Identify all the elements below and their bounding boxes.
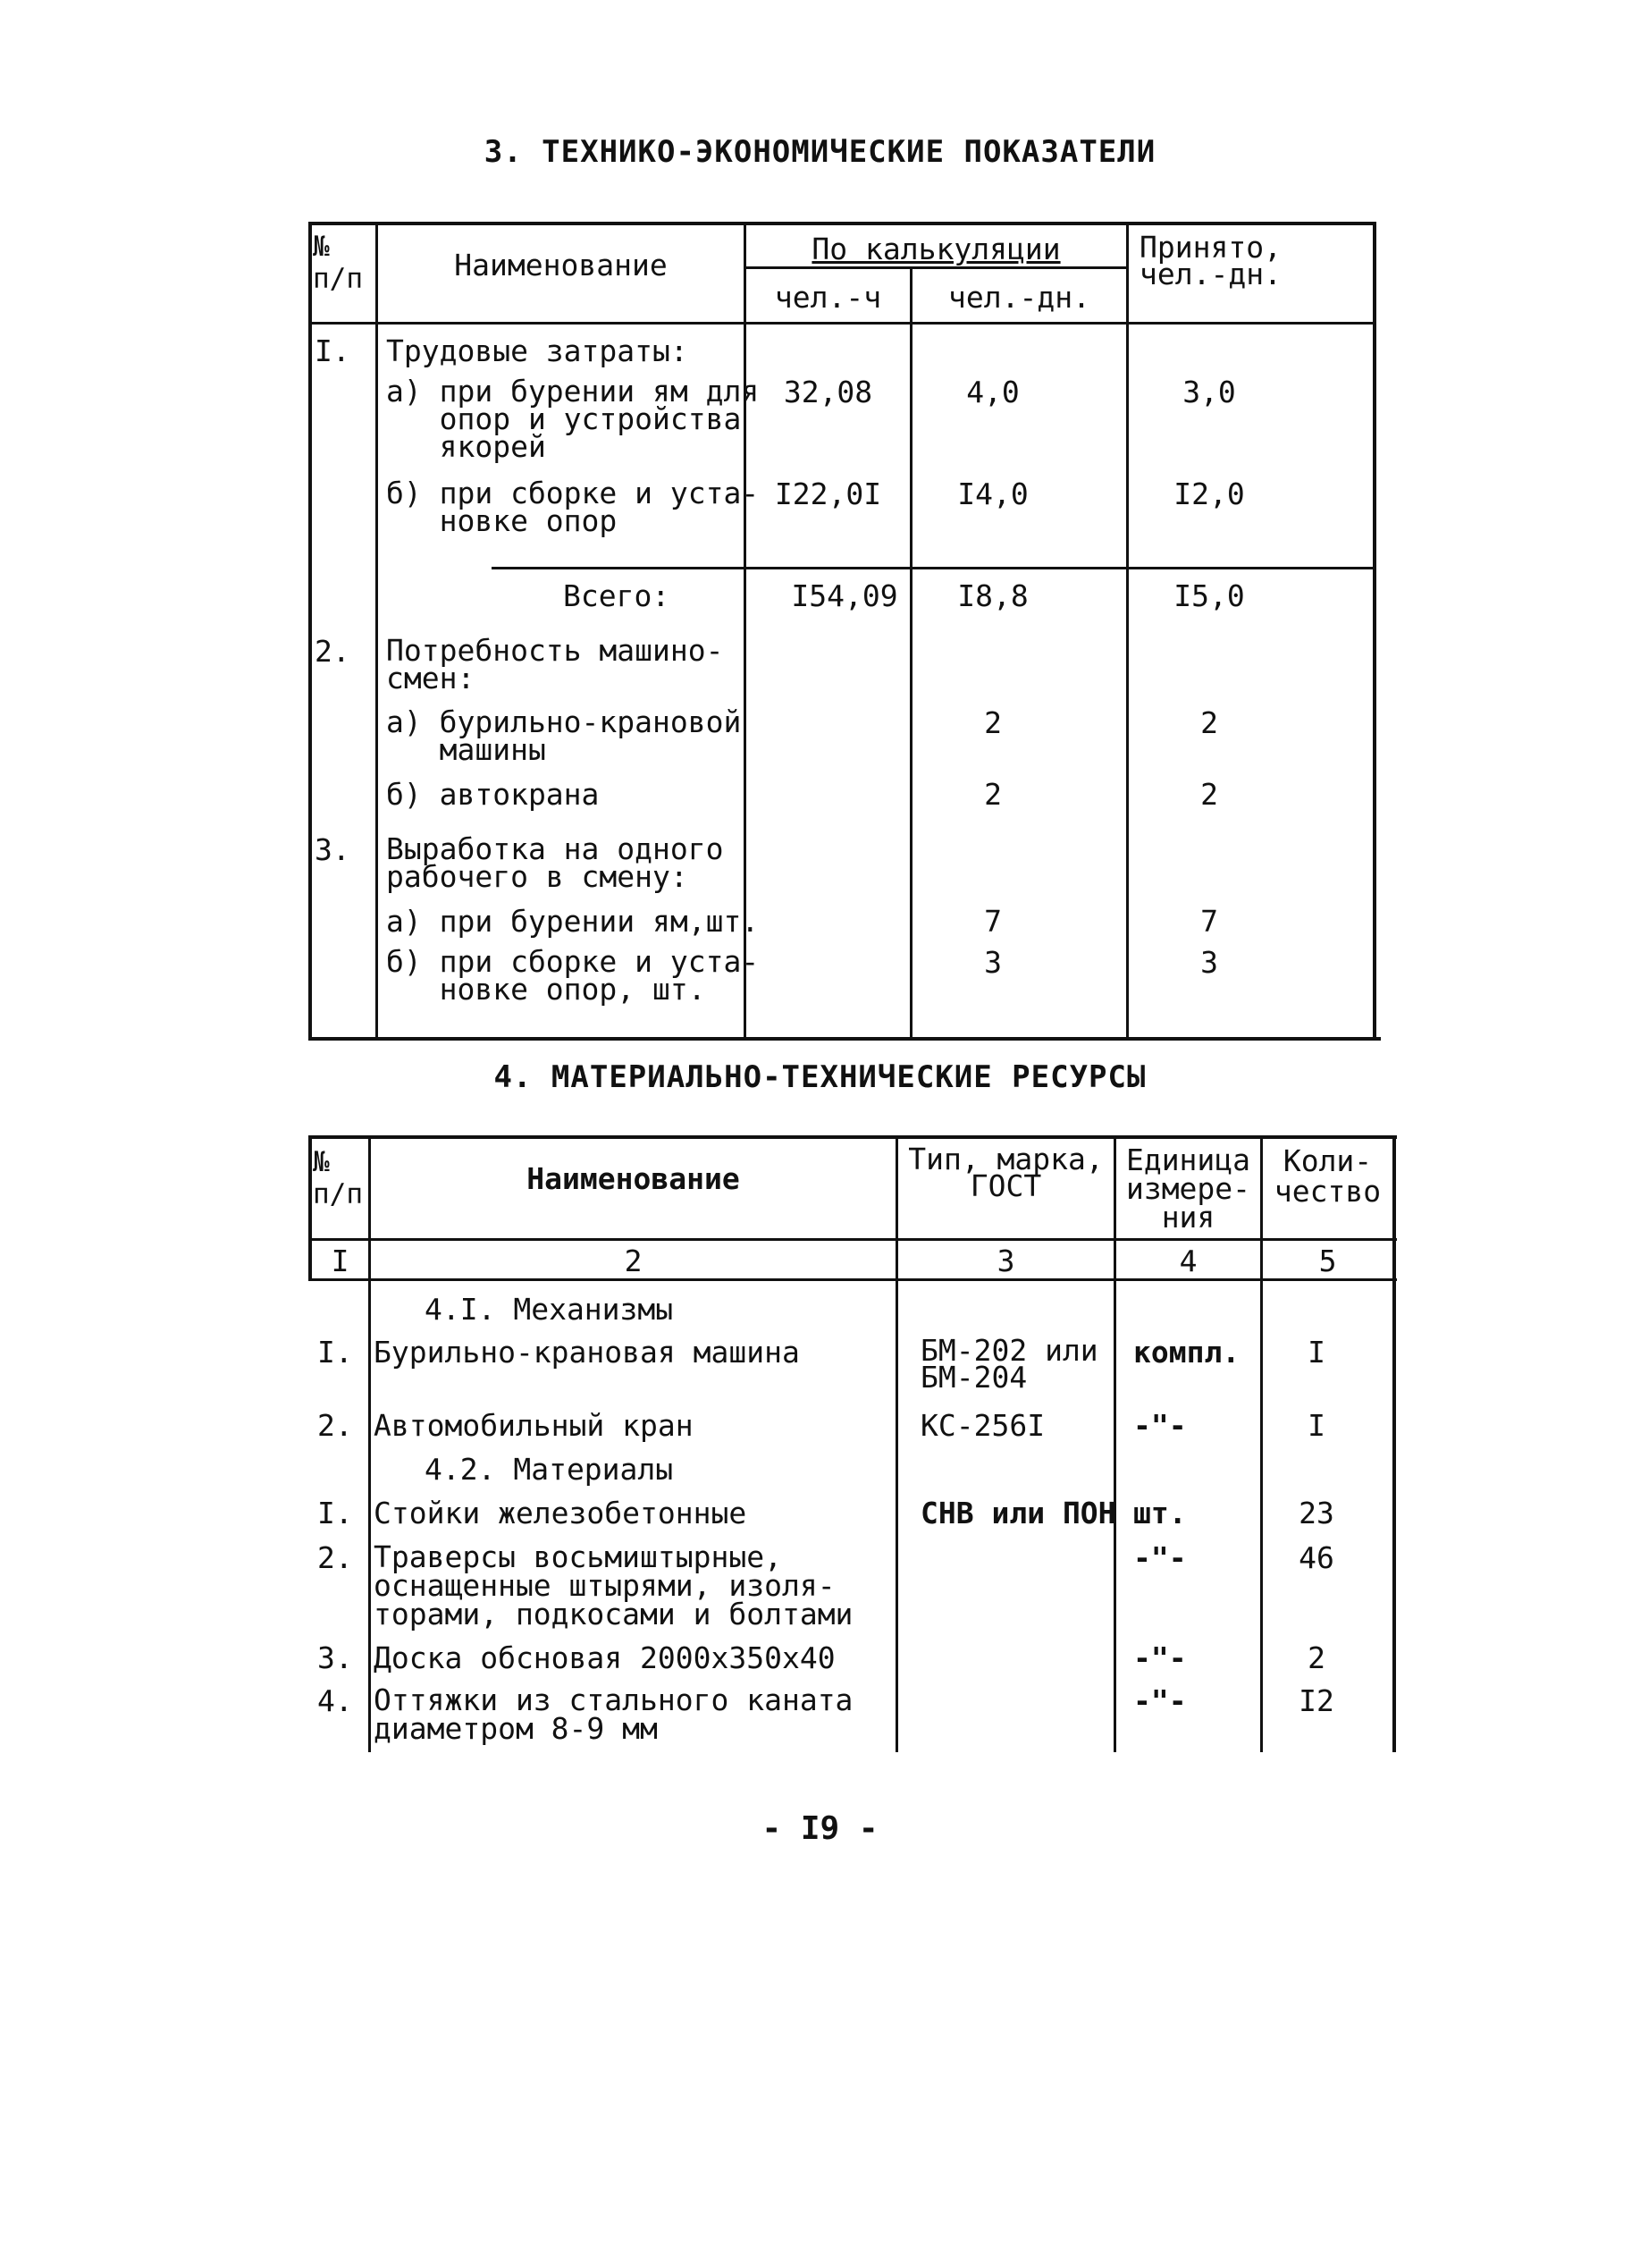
table4-row-unit: -"- (1133, 1640, 1187, 1675)
table4-row-name: Бурильно-крановая машина (374, 1335, 800, 1370)
table4-row-qty: 46 (1299, 1540, 1334, 1575)
table4-row-unit: -"- (1133, 1540, 1187, 1575)
table3-border-left (308, 222, 312, 1040)
table4-border-top (308, 1135, 1397, 1139)
table4-row-name: Доска обсновая 2000х350х40 (374, 1640, 836, 1675)
table4-border-right (1392, 1135, 1396, 1752)
table4-row-qty: I (1308, 1408, 1325, 1443)
table4-border-colnum-bottom (308, 1278, 1397, 1281)
table3-row-accepted: 2 (1200, 777, 1218, 812)
section3-title: 3. ТЕХНИКО-ЭКОНОМИЧЕСКИЕ ПОКАЗАТЕЛИ (484, 134, 1156, 170)
table3-row-name: б) при сборке и уста- новке опор, шт. (386, 944, 760, 1007)
table3-row-num: I. (315, 333, 350, 368)
table3-header-name: Наименование (454, 248, 668, 282)
table4-vline-name (896, 1135, 898, 1752)
table3-row-accepted: 3,0 (1182, 375, 1236, 409)
table4-row-num: I. (317, 1496, 353, 1530)
table3-header-calc-d: чел.-дн. (948, 280, 1090, 315)
table4-colnum: 3 (997, 1244, 1015, 1278)
table3-row-name: а) при бурении ям для опор и устройства якорей (386, 374, 760, 464)
table3-row-name: Трудовые затраты: (386, 333, 688, 368)
table4-header-name: Наименование (526, 1161, 740, 1196)
table3-row-calc-h: I22,0I (774, 476, 882, 511)
table3-row-num: 3. (315, 832, 350, 867)
table4-row-qty: 2 (1308, 1640, 1325, 1675)
table3-row-accepted: I2,0 (1173, 476, 1245, 511)
table4-header-num: № п/п (313, 1146, 363, 1210)
table4-row-unit: -"- (1133, 1408, 1187, 1443)
table3-row-calc-d: 7 (984, 904, 1002, 939)
table4-colnum: 2 (624, 1244, 643, 1278)
page-number: - I9 - (761, 1810, 879, 1847)
table4-row-qty: 23 (1299, 1496, 1334, 1530)
table3-row-name: б) при сборке и уста- новке опор (386, 476, 760, 538)
table3-row-name: а) при бурении ям,шт. (386, 904, 760, 939)
table3-row-accepted: I5,0 (1173, 578, 1245, 613)
table4-row-num: I. (317, 1335, 353, 1370)
table4-row-type: КС-256I (921, 1408, 1046, 1443)
table4-colnum: I (331, 1244, 349, 1278)
table3-row-calc-d: 4,0 (966, 375, 1020, 409)
table4-row-num: 4. (317, 1683, 353, 1718)
table4-row-unit: -"- (1133, 1683, 1187, 1718)
table3-border-right (1373, 222, 1376, 1040)
table3-border-header-bottom (308, 322, 1376, 325)
table3-row-calc-h: 32,08 (783, 375, 873, 409)
table4-header-type: Тип, марка, ГОСТ (908, 1142, 1104, 1203)
table4-header-qty: Коли- чество (1274, 1143, 1382, 1209)
table3-row-calc-d: 2 (984, 705, 1002, 740)
table4-colnum: 4 (1179, 1244, 1198, 1278)
table3-header-calc: По калькуляции (812, 232, 1061, 266)
table4-row-name: Траверсы восьмиштырные, оснащенные штырями, изоля- торами, подкосами и болтами (374, 1539, 854, 1631)
subsection-title: 4.2. Материалы (425, 1452, 674, 1487)
table3-row-calc-d: I4,0 (957, 476, 1029, 511)
table4-row-qty: I2 (1299, 1683, 1334, 1718)
table3-vline-num (375, 222, 378, 1040)
table4-row-type: СНВ или ПОН (921, 1496, 1116, 1530)
table4-row-num: 2. (317, 1540, 353, 1575)
table4-colnum: 5 (1318, 1244, 1337, 1278)
table4-border-header-bottom (308, 1238, 1397, 1241)
table3-header-num: № п/п (313, 231, 363, 295)
table3-row-calc-h: I54,09 (791, 578, 898, 613)
table3-total-line (492, 567, 1376, 569)
table3-border-bottom (308, 1037, 1381, 1041)
table4-row-unit: шт. (1133, 1496, 1187, 1530)
table3-row-name: Выработка на одного рабочего в смену: (386, 831, 724, 894)
table3-row-accepted: 7 (1200, 904, 1218, 939)
subsection-title: 4.I. Механизмы (425, 1292, 674, 1327)
table3-row-calc-d: 3 (984, 945, 1002, 980)
section4-title: 4. МАТЕРИАЛЬНО-ТЕХНИЧЕСКИЕ РЕСУРСЫ (493, 1059, 1147, 1095)
table4-header-unit: Единица измере- ния (1125, 1142, 1251, 1235)
table3-row-name: Потребность машино- смен: (386, 633, 724, 696)
table3-row-calc-d: 2 (984, 777, 1002, 812)
table4-row-name: Оттяжки из стального каната диаметром 8-9 мм (374, 1682, 854, 1746)
table3-header-accepted: Принято, чел.-дн. (1140, 230, 1282, 291)
table4-row-num: 2. (317, 1408, 353, 1443)
table4-row-name: Автомобильный кран (374, 1408, 694, 1443)
table3-border-top (308, 222, 1376, 225)
table4-row-qty: I (1308, 1335, 1325, 1370)
table3-row-calc-d: I8,8 (957, 578, 1029, 613)
table3-total-label: Всего: (563, 578, 670, 613)
table4-row-name: Стойки железобетонные (374, 1496, 747, 1530)
table3-row-name: б) автокрана (386, 777, 600, 812)
table3-row-name: а) бурильно-крановой машины (386, 704, 742, 767)
table3-row-accepted: 2 (1200, 705, 1218, 740)
table4-row-unit: компл. (1133, 1335, 1241, 1370)
table4-row-type: БМ-202 или БМ-204 (921, 1333, 1098, 1395)
table4-vline-num (368, 1135, 371, 1752)
table3-border-calc-divider (744, 266, 1126, 269)
table4-row-num: 3. (317, 1640, 353, 1675)
table3-header-calc-h: чел.-ч (774, 280, 882, 315)
table3-row-accepted: 3 (1200, 945, 1218, 980)
table3-row-num: 2. (315, 634, 350, 669)
